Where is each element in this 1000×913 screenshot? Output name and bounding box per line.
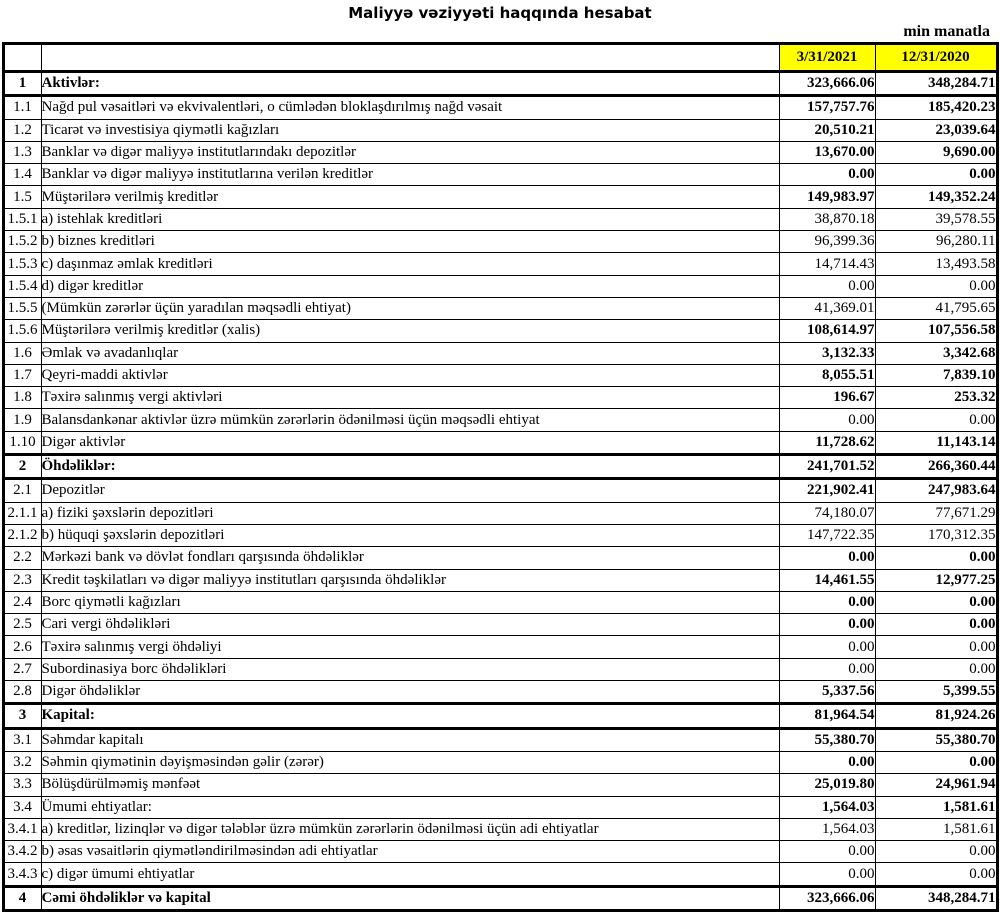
table-row [3,96,997,119]
value-cell-2020: 7,839.10 [875,364,997,386]
table-row [3,297,997,319]
row-number-cell: 1.5.2 [3,231,41,253]
value-cell-2021: 0.00 [779,636,875,658]
row-number-cell: 2.7 [3,658,41,680]
value-cell-2020: 1,581.61 [875,818,997,840]
value-cell-2021: 96,399.36 [779,231,875,253]
row-label-cell: Öhdəliklər: [41,455,779,479]
table-row [3,275,997,297]
row-label-cell: Qeyri-maddi aktivlər [41,364,779,386]
value-cell-2020: 0.00 [875,863,997,886]
table-row [3,119,997,141]
row-label-cell: a) fiziki şəxslərin depozitləri [41,502,779,524]
value-cell-2021: 8,055.51 [779,364,875,386]
value-cell-2020: 0.00 [875,751,997,773]
value-cell-2020: 81,924.26 [875,704,997,728]
table-row [3,502,997,524]
table-row [3,636,997,658]
value-cell-2020: 348,284.71 [875,72,997,96]
value-cell-2021: 25,019.80 [779,774,875,796]
value-cell-2020: 0.00 [875,658,997,680]
value-cell-2021: 41,369.01 [779,297,875,319]
value-cell-2021: 0.00 [779,863,875,886]
row-label-cell: Ticarət və investisiya qiymətli kağızları [41,119,779,141]
value-cell-2020: 185,420.23 [875,96,997,119]
row-label-cell: b) hüquqi şəxslərin depozitləri [41,524,779,546]
value-cell-2021: 14,714.43 [779,253,875,275]
table-row [3,796,997,818]
row-number-cell: 1.5.3 [3,253,41,275]
header-empty-label-cell [41,44,779,72]
table-row [3,681,997,704]
table-row [3,841,997,863]
value-cell-2021: 0.00 [779,409,875,431]
row-number-cell: 2.2 [3,547,41,569]
value-cell-2020: 96,280.11 [875,231,997,253]
table-row [3,164,997,186]
row-number-cell: 2.8 [3,681,41,704]
value-cell-2021: 55,380.70 [779,728,875,751]
table-row [3,479,997,502]
value-cell-2020: 107,556.58 [875,320,997,342]
row-label-cell: Borc qiymətli kağızları [41,591,779,613]
value-cell-2021: 221,902.41 [779,479,875,502]
row-label-cell: Cari vergi öhdəlikləri [41,614,779,636]
table-row [3,253,997,275]
row-label-cell: Əmlak və avadanlıqlar [41,342,779,364]
row-label-cell: Balansdankənar aktivlər üzrə mümkün zərərlərin ödənilməsi üçün məqsədli ehtiyat [41,409,779,431]
table-row [3,569,997,591]
row-number-cell: 1.2 [3,119,41,141]
value-cell-2020: 11,143.14 [875,431,997,454]
row-number-cell: 1.3 [3,141,41,163]
value-cell-2021: 5,337.56 [779,681,875,704]
row-number-cell: 1.10 [3,431,41,454]
row-label-cell: Təxirə salınmış vergi öhdəliyi [41,636,779,658]
value-cell-2020: 0.00 [875,409,997,431]
value-cell-2020: 0.00 [875,275,997,297]
column-header-2021: 3/31/2021 [779,44,875,72]
row-label-cell: Nağd pul vəsaitləri və ekvivalentləri, o cümlədən bloklaşdırılmış nağd vəsait [41,96,779,119]
table-row [3,614,997,636]
row-label-cell: a) istehlak kreditləri [41,208,779,230]
value-cell-2020: 348,284.71 [875,886,997,910]
row-label-cell: d) digər kreditlər [41,275,779,297]
table-row [3,818,997,840]
financial-statement-table [2,42,999,912]
table-row [3,364,997,386]
row-number-cell: 2.1 [3,479,41,502]
value-cell-2021: 0.00 [779,658,875,680]
value-cell-2021: 241,701.52 [779,455,875,479]
row-label-cell: Müştərilərə verilmiş kreditlər (xalis) [41,320,779,342]
value-cell-2020: 77,671.29 [875,502,997,524]
value-cell-2021: 1,564.03 [779,796,875,818]
row-number-cell: 1 [3,72,41,96]
value-cell-2020: 13,493.58 [875,253,997,275]
row-number-cell: 3.4.3 [3,863,41,886]
row-number-cell: 1.5 [3,186,41,208]
value-cell-2021: 81,964.54 [779,704,875,728]
value-cell-2021: 323,666.06 [779,886,875,910]
row-label-cell: Kredit təşkilatları və digər maliyyə institutları qarşısında öhdəliklər [41,569,779,591]
row-number-cell: 2.5 [3,614,41,636]
value-cell-2021: 0.00 [779,841,875,863]
row-number-cell: 2.6 [3,636,41,658]
row-number-cell: 1.4 [3,164,41,186]
row-number-cell: 3.2 [3,751,41,773]
value-cell-2020: 23,039.64 [875,119,997,141]
value-cell-2020: 1,581.61 [875,796,997,818]
table-row [3,751,997,773]
row-label-cell: b) əsas vəsaitlərin qiymətləndirilməsindən adi ehtiyatlar [41,841,779,863]
table-row [3,342,997,364]
row-number-cell: 3.1 [3,728,41,751]
row-number-cell: 2.1.1 [3,502,41,524]
value-cell-2021: 323,666.06 [779,72,875,96]
value-cell-2020: 170,312.35 [875,524,997,546]
row-number-cell: 3.3 [3,774,41,796]
row-label-cell: Müştərilərə verilmiş kreditlər [41,186,779,208]
table-row [3,524,997,546]
row-number-cell: 3 [3,704,41,728]
value-cell-2021: 20,510.21 [779,119,875,141]
value-cell-2021: 1,564.03 [779,818,875,840]
table-row [3,658,997,680]
value-cell-2021: 3,132.33 [779,342,875,364]
row-label-cell: Səhmdar kapitalı [41,728,779,751]
value-cell-2020: 0.00 [875,547,997,569]
unit-note: min manatla [903,23,990,40]
row-number-cell: 2.3 [3,569,41,591]
table-row [3,72,997,96]
row-number-cell: 1.5.6 [3,320,41,342]
row-label-cell: Bölüşdürülməmiş mənfəət [41,774,779,796]
value-cell-2020: 0.00 [875,591,997,613]
value-cell-2020: 24,961.94 [875,774,997,796]
value-cell-2021: 11,728.62 [779,431,875,454]
row-label-cell: Cəmi öhdəliklər və kapital [41,886,779,910]
row-label-cell: Səhmin qiymətinin dəyişməsindən gəlir (zərər) [41,751,779,773]
row-number-cell: 4 [3,886,41,910]
table-row [3,704,997,728]
value-cell-2021: 13,670.00 [779,141,875,163]
table-row [3,547,997,569]
value-cell-2020: 39,578.55 [875,208,997,230]
row-number-cell: 1.6 [3,342,41,364]
value-cell-2021: 149,983.97 [779,186,875,208]
value-cell-2020: 5,399.55 [875,681,997,704]
value-cell-2020: 0.00 [875,614,997,636]
row-label-cell: b) biznes kreditləri [41,231,779,253]
row-label-cell: Mərkəzi bank və dövlət fondları qarşısında öhdəliklər [41,547,779,569]
value-cell-2020: 0.00 [875,164,997,186]
table-row [3,320,997,342]
value-cell-2020: 55,380.70 [875,728,997,751]
row-number-cell: 3.4 [3,796,41,818]
table-row [3,886,997,910]
table-row [3,208,997,230]
table-row [3,431,997,454]
value-cell-2021: 0.00 [779,275,875,297]
value-cell-2021: 74,180.07 [779,502,875,524]
row-label-cell: Aktivlər: [41,72,779,96]
table-row [3,186,997,208]
value-cell-2021: 0.00 [779,614,875,636]
table-row [3,409,997,431]
row-number-cell: 2.1.2 [3,524,41,546]
row-label-cell: Banklar və digər maliyyə institutlarındakı depozitlər [41,141,779,163]
row-number-cell: 3.4.1 [3,818,41,840]
value-cell-2021: 0.00 [779,751,875,773]
row-label-cell: Ümumi ehtiyatlar: [41,796,779,818]
table-row [3,591,997,613]
value-cell-2020: 41,795.65 [875,297,997,319]
row-number-cell: 1.8 [3,387,41,409]
row-number-cell: 1.5.1 [3,208,41,230]
value-cell-2021: 0.00 [779,547,875,569]
value-cell-2020: 0.00 [875,841,997,863]
row-number-cell: 2 [3,455,41,479]
value-cell-2020: 9,690.00 [875,141,997,163]
value-cell-2021: 38,870.18 [779,208,875,230]
table-row [3,141,997,163]
table-row [3,728,997,751]
row-number-cell: 1.5.5 [3,297,41,319]
table-row [3,863,997,886]
value-cell-2020: 253.32 [875,387,997,409]
value-cell-2020: 266,360.44 [875,455,997,479]
row-label-cell: c) daşınmaz əmlak kreditləri [41,253,779,275]
table-row [3,387,997,409]
row-label-cell: Subordinasiya borc öhdəlikləri [41,658,779,680]
value-cell-2020: 3,342.68 [875,342,997,364]
value-cell-2020: 0.00 [875,636,997,658]
value-cell-2021: 0.00 [779,591,875,613]
row-number-cell: 1.9 [3,409,41,431]
row-label-cell: Digər aktivlər [41,431,779,454]
row-number-cell: 2.4 [3,591,41,613]
row-number-cell: 1.5.4 [3,275,41,297]
row-number-cell: 1.7 [3,364,41,386]
column-header-2020: 12/31/2020 [875,44,997,72]
row-label-cell: Depozitlər [41,479,779,502]
value-cell-2021: 14,461.55 [779,569,875,591]
row-label-cell: Kapital: [41,704,779,728]
value-cell-2020: 247,983.64 [875,479,997,502]
value-cell-2021: 108,614.97 [779,320,875,342]
table-row [3,231,997,253]
value-cell-2021: 0.00 [779,164,875,186]
table-row [3,774,997,796]
row-label-cell: (Mümkün zərərlər üçün yaradılan məqsədli ehtiyat) [41,297,779,319]
value-cell-2021: 157,757.76 [779,96,875,119]
row-number-cell: 1.1 [3,96,41,119]
page-title: Maliyyə vəziyyəti haqqında hesabat [348,4,652,22]
value-cell-2021: 196.67 [779,387,875,409]
value-cell-2020: 149,352.24 [875,186,997,208]
row-label-cell: c) digər ümumi ehtiyatlar [41,863,779,886]
row-label-cell: Təxirə salınmış vergi aktivləri [41,387,779,409]
value-cell-2020: 12,977.25 [875,569,997,591]
row-label-cell: Digər öhdəliklər [41,681,779,704]
header-empty-no-cell [3,44,41,72]
row-label-cell: a) kreditlər, lizinqlər və digər tələblər üzrə mümkün zərərlərin ödənilməsi üçün adi ehtiyatlar [41,818,779,840]
row-number-cell: 3.4.2 [3,841,41,863]
table-header-row [3,44,997,72]
row-label-cell: Banklar və digər maliyyə institutlarına verilən kreditlər [41,164,779,186]
table-row [3,455,997,479]
value-cell-2021: 147,722.35 [779,524,875,546]
